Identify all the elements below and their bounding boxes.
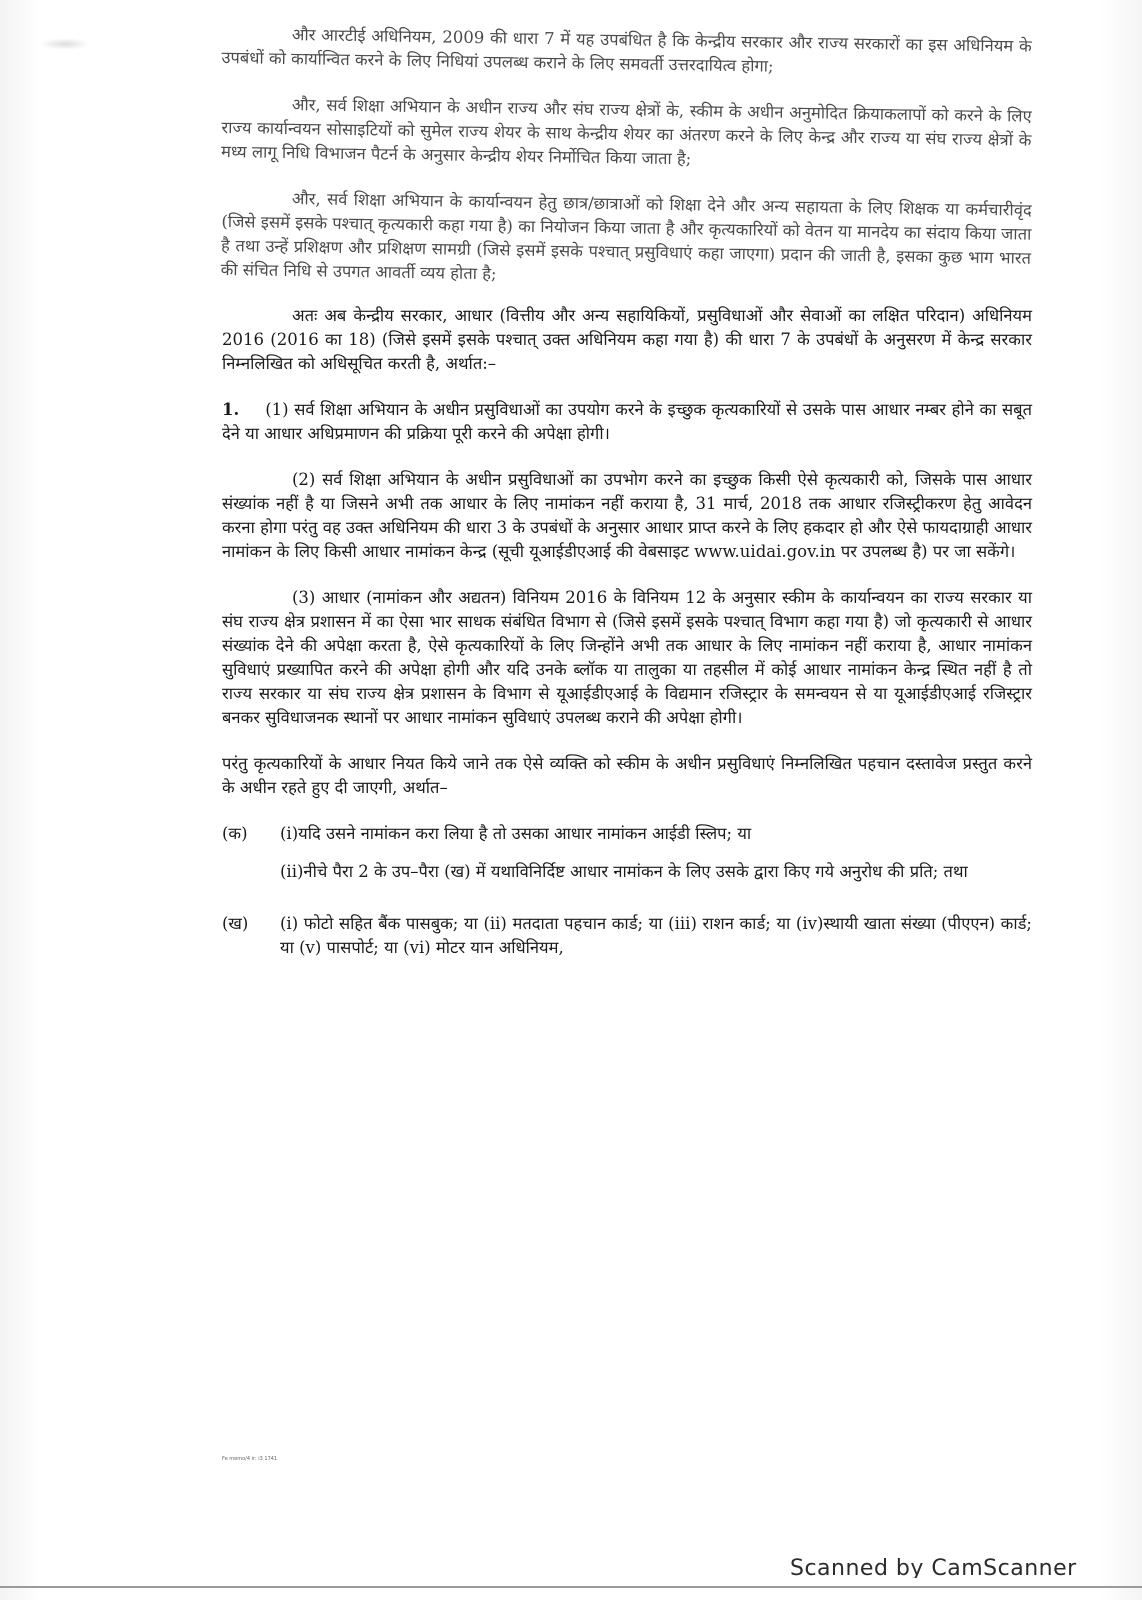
- paragraph-ssa-implementation: और, सर्व शिक्षा अभियान के कार्यान्वयन हेतु छात्र/छात्राओं को शिक्षा देने और अन्य सहायता के लिए शिक्षक या कर्मचारीवृंद (जिसे इसमें इसके पश्चात् कृत्यकारी कहा गया है) का नियोजन किया जाता है और कृत्यकारियों को वेतन या मानदेय का संदाय किया जाता है तथा उन्हें प्रशिक्षण और प्रशिक्षण सामग्री (जिसे इसमें इसके पश्चात् प्रसुविधाएं कहा जाएगा) प्रदान की जाती है, इसका कुछ भाग भारत की संचित निधि से उपगत आवर्ती व्यय होता है;: [220, 189, 1032, 284]
- list-item-kha: [222, 912, 1032, 974]
- scan-edge-line: [0, 1586, 1142, 1588]
- item-ka-ii: (ii)नीचे पैरा 2 के उप–पैरा (ख) में यथाविनिर्दिष्ट आधार नामांकन के लिए उसके द्वारा किए गये अनुरोध की प्रति; तथा: [280, 862, 968, 881]
- scan-smudge: [40, 38, 90, 50]
- section-number: 1.: [222, 400, 240, 419]
- paragraph-ssa-central-share: और, सर्व शिक्षा अभियान के अधीन राज्य और संघ राज्य क्षेत्रों के, स्कीम के अधीन अनुमोदित क्रियाकलापों को करने के लिए राज्य कार्यान्वयन सोसाइटियों को सुमेल राज्य शेयर के साथ केन्द्रीय शेयर का अंतरण करने के लिए केन्द्र और राज्य या संघ राज्य क्षेत्रों के मध्य लागू निधि विभाजन पैटर्न के अनुसार केन्द्रीय शेयर निर्मोचित किया जाता है;: [220, 95, 1032, 169]
- item-body-ka: [280, 822, 1032, 898]
- proviso-paragraph: परंतु कृत्यकारियों के आधार नियत किये जाने तक ऐसे व्यक्ति को स्कीम के अधीन प्रसुविधाएं निम्नलिखित पहचान दस्तावेज प्रस्तुत करने के अधीन रहते हुए दी जाएगी, अर्थात–: [222, 754, 1032, 797]
- document-body: [222, 22, 1032, 988]
- list-item-ka: [222, 822, 1032, 898]
- clause-1-text: (1) सर्व शिक्षा अभियान के अधीन प्रसुविधाओं का उपयोग करने के इच्छुक कृत्यकारियों से उसके पास आधार नम्बर होने का सबूत देने या आधार अधिप्रमाणन की प्रक्रिया पूरी करने की अपेक्षा होगी।: [222, 400, 1032, 443]
- tiny-reference-mark: Fe memo/4 ir: i3 1741: [222, 1456, 278, 1462]
- section-1-clause-1: [222, 398, 1032, 446]
- camscanner-watermark: Scanned by CamScanner: [790, 1556, 1077, 1578]
- item-body-kha: [280, 912, 1032, 974]
- item-ka-i: (i)यदि उसने नामांकन करा लिया है तो उसका आधार नामांकन आईडी स्लिप; या: [280, 824, 752, 843]
- paragraph-rte-act: और आरटीई अधिनियम, 2009 की धारा 7 में यह उपबंधित है कि केन्द्रीय सरकार और राज्य सरकारों का इस अधिनियम के उपबंधों को कार्यान्वित करने के लिए निधियां उपलब्ध कराने के लिए समवर्ती उत्तरदायित्व होगा;: [221, 25, 1032, 76]
- paragraph-notification: अतः अब केन्द्रीय सरकार, आधार (वित्तीय और अन्य सहायिकियों, प्रसुविधाओं और सेवाओं का लक्षित परिदान) अधिनियम 2016 (2016 का 18) (जिसे इसमें इसके पश्चात् उक्त अधिनियम कहा गया है) की धारा 7 के उपबंधों के अनुसरण में केन्द्र सरकार निम्नलिखित को अधिसूचित करती है, अर्थात:–: [222, 306, 1032, 373]
- item-label-ka: (क): [222, 824, 248, 843]
- section-1-clause-2: (2) सर्व शिक्षा अभियान के अधीन प्रसुविधाओं का उपभोग करने का इच्छुक किसी ऐसे कृत्यकारी को, जिसके पास आधार संख्यांक नहीं है या जिसने अभी तक आधार के लिए नामांकन नहीं कराया है, 31 मार्च, 2018 तक आधार रजिस्ट्रीकरण हेतु आवेदन करना होगा परंतु वह उक्त अधिनियम की धारा 3 के उपबंधों के अनुसार आधार प्राप्त करने के लिए हकदार हो और ऐसे फायदाग्राही आधार नामांकन के लिए किसी आधार नामांकन केन्द्र (सूची यूआईडीएआई की वेबसाइट www.uidai.gov.in पर उपलब्ध है) पर जा सकेंगे।: [222, 470, 1032, 561]
- section-1-clause-3: (3) आधार (नामांकन और अद्यतन) विनियम 2016 के विनियम 12 के अनुसार स्कीम के कार्यान्वयन का राज्य सरकार या संघ राज्य क्षेत्र प्रशासन में का ऐसा भार साधक संबंधित विभाग से (जिसे इसमें इसके पश्चात् विभाग कहा गया है) जो कृत्यकारी से आधार संख्यांक देने की अपेक्षा करता है, ऐसे कृत्यकारियों के लिए जिन्होंने अभी तक आधार के लिए नामांकन नहीं कराया है, आधार नामांकन सुविधाएं प्रख्यापित करने की अपेक्षा होगी और यदि उनके ब्लॉक या तालुका या तहसील में कोई आधार नामांकन केन्द्र स्थित नहीं है तो राज्य सरकार या संघ राज्य क्षेत्र प्रशासन के विभाग से यूआईडीएआई के विद्यमान रजिस्ट्रार के समन्वयन से या यूआईडीएआई रजिस्ट्रार बनकर सुविधाजनक स्थानों पर आधार नामांकन सुविधाएं उपलब्ध कराने की अपेक्षा होगी।: [222, 588, 1032, 727]
- item-label-kha: (ख): [222, 914, 249, 933]
- item-kha-text: (i) फोटो सहित बैंक पासबुक; या (ii) मतदाता पहचान कार्ड; या (iii) राशन कार्ड; या (iv)स्थायी खाता संख्या (पीएएन) कार्ड; या (v) पासपोर्ट; या (vi) मोटर यान अधिनियम,: [280, 914, 1032, 957]
